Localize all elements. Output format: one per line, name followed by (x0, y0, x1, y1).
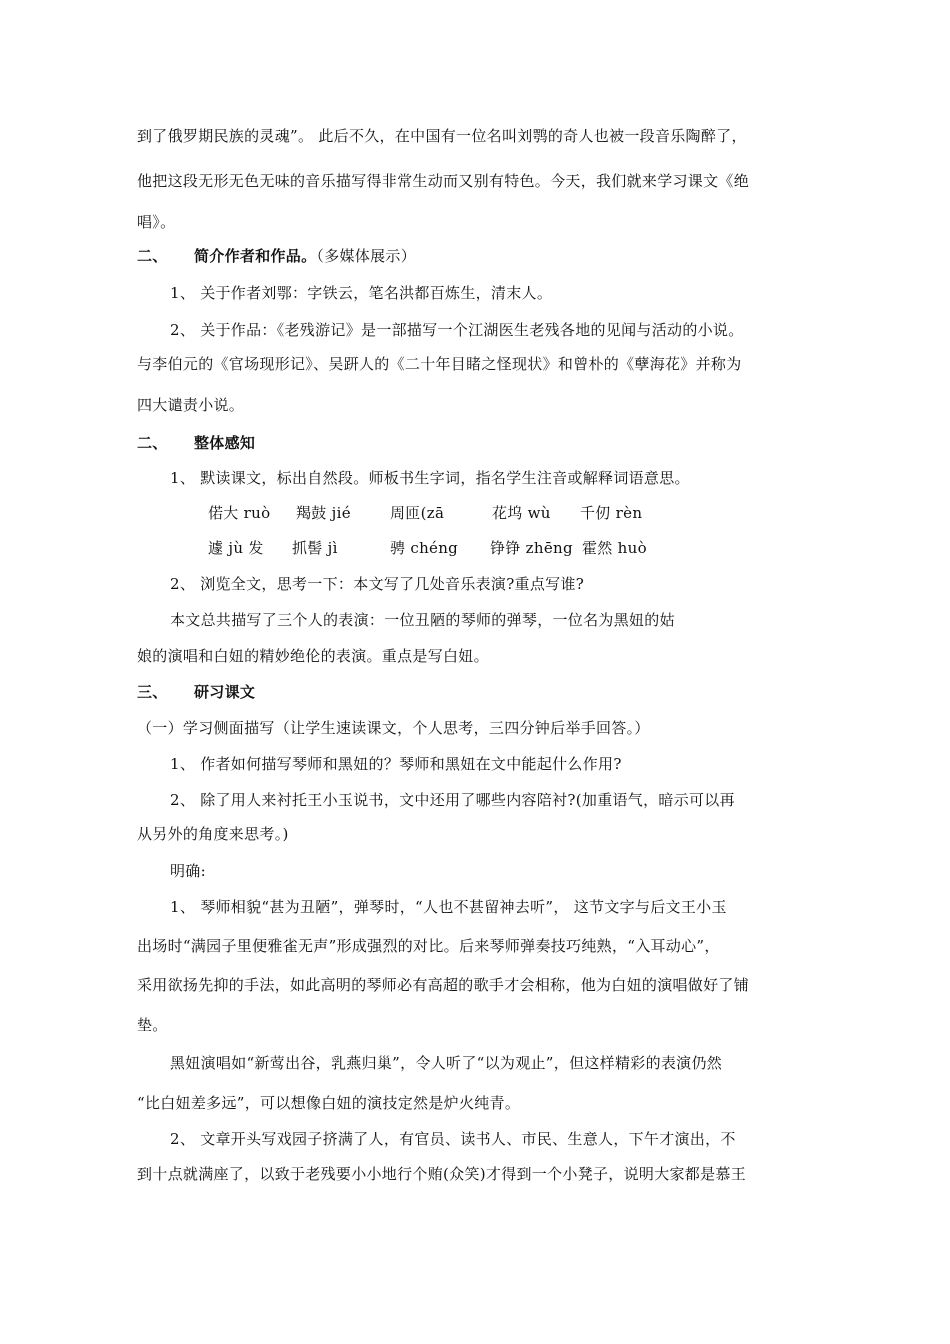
section-note: （多媒体展示） (316, 247, 417, 265)
section-number: 三、 (137, 683, 168, 701)
paragraph-line: 1、 默读课文，标出自然段。师板书生字词，指名学生注音或解释词语意思。 (170, 469, 690, 487)
vocab-word: 铮铮 zhēng (490, 539, 573, 557)
vocab-word: 羯鼓 jié (296, 504, 351, 522)
paragraph-line: 与李伯元的《官场现形记》、吴趼人的《二十年目睹之怪现状》和曾朴的《孽海花》并称为 (137, 355, 742, 373)
vocab-word: 骋 chéng (390, 539, 459, 557)
paragraph-line: “比白妞差多远”，可以想像白妞的演技定然是炉火纯青。 (137, 1094, 521, 1112)
paragraph-line: 2、 浏览全文，思考一下：本文写了几处音乐表演?重点写谁? (170, 575, 585, 593)
paragraph-line: 垫。 (137, 1016, 168, 1034)
paragraph-line: 四大谴责小说。 (137, 396, 245, 414)
vocab-word: 霍然 huò (582, 539, 647, 557)
paragraph-line: 娘的演唱和白妞的精妙绝伦的表演。重点是写白妞。 (137, 647, 489, 665)
paragraph-line: 黑妞演唱如“新莺出谷，乳燕归巢”，令人听了“以为观止”，但这样精彩的表演仍然 (170, 1054, 723, 1072)
paragraph-line: 出场时“满园子里便雅雀无声”形成强烈的对比。后来琴师弹奏技巧纯熟，“入耳动心”， (137, 937, 720, 955)
vocab-word: 千仞 rèn (580, 504, 643, 522)
paragraph-line: 明确: (170, 862, 206, 880)
vocab-word: 抓髻 jì (292, 539, 338, 557)
vocab-word: 周匝(zā (390, 504, 445, 522)
vocab-word: 遽 jù 发 (208, 539, 264, 557)
section-title: 整体感知 (194, 434, 256, 452)
paragraph-line: 1、 关于作者刘鄂：字铁云，笔名洪都百炼生，清末人。 (170, 284, 553, 302)
section-number: 二、 (137, 434, 168, 452)
section-number: 二、 (137, 247, 168, 265)
paragraph-line: 采用欲扬先抑的手法，如此高明的琴师必有高超的歌手才会相称，他为白妞的演唱做好了铺 (137, 976, 750, 994)
paragraph-line: 2、 关于作品：《老残游记》是一部描写一个江湖医生老残各地的见闻与活动的小说。 (170, 321, 744, 339)
paragraph-line: 本文总共描写了三个人的表演：一位丑陋的琴师的弹琴，一位名为黑妞的姑 (170, 611, 675, 629)
paragraph-line: 从另外的角度来思考。) (137, 825, 289, 843)
paragraph-line: 到了俄罗期民族的灵魂”。 此后不久，在中国有一位名叫刘鹗的奇人也被一段音乐陶醉了， (137, 127, 747, 145)
paragraph-line: （一）学习侧面描写（让学生速读课文，个人思考，三四分钟后举手回答。） (137, 719, 650, 737)
section-title: 简介作者和作品。 (194, 247, 317, 265)
paragraph-line: 到十点就满座了，以致于老残要小小地行个贿(众笑)才得到一个小凳子，说明大家都是慕王 (137, 1165, 747, 1183)
paragraph-line: 他把这段无形无色无味的音乐描写得非常生动而又别有特色。今天，我们就来学习课文《绝 (137, 172, 750, 190)
paragraph-line: 2、 除了用人来衬托王小玉说书，文中还用了哪些内容陪衬?(加重语气，暗示可以再 (170, 791, 735, 809)
section-title: 研习课文 (194, 683, 256, 701)
paragraph-line: 1、 琴师相貌“甚为丑陋”，弹琴时，“人也不甚留神去听”， 这节文字与后文王小玉 (170, 898, 727, 916)
section-heading-4 (137, 682, 255, 702)
paragraph-line: 1、 作者如何描写琴师和黑妞的？琴师和黑妞在文中能起什么作用? (170, 755, 622, 773)
vocab-word: 偌大 ruò (208, 504, 271, 522)
paragraph-line: 2、 文章开头写戏园子挤满了人，有官员、读书人、市民、生意人，下午才演出，不 (170, 1130, 736, 1148)
vocab-word: 花坞 wù (492, 504, 551, 522)
section-heading-2 (137, 246, 416, 266)
paragraph-line: 唱》。 (137, 213, 176, 231)
section-heading-3 (137, 433, 255, 453)
